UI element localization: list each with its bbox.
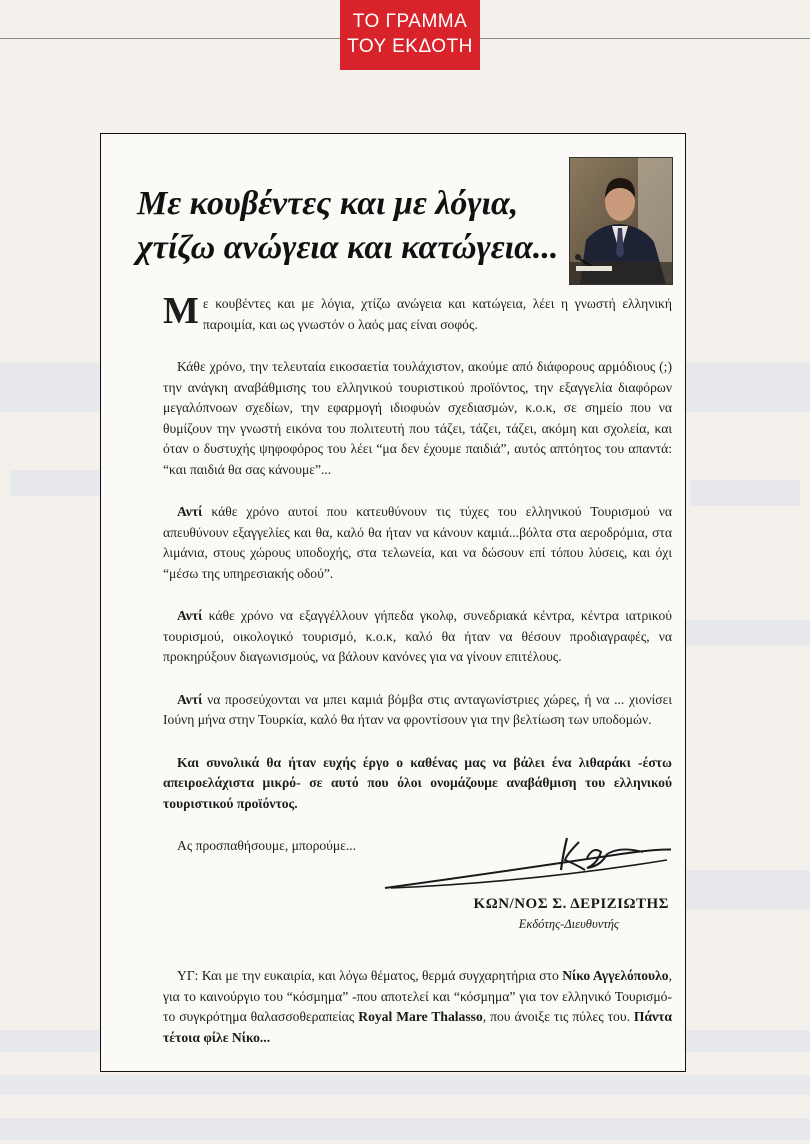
- postscript: [163, 966, 672, 1048]
- paragraph-7: Ας προσπαθήσουμε, μπορούμε...: [177, 838, 357, 853]
- paragraph-3-text: κάθε χρόνο αυτοί που κατευθύνουν τις τύχες του ελληνικού Τουρισμού να απευθύνουν εξαγγελίες και θα, καλό θα ήταν να κάνουν καμιά...βόλτα στα αεροδρόμια, στα λιμάνια, στους χώρους υποδοχής, στα τελωνεία, και να δώσουν επί τόπου λύσεις, και όχι “μέσω της υπηρεσιακής οδού”.: [163, 504, 672, 581]
- intro-text: ε κουβέντες και με λόγια, χτίζω ανώγεια και κατώγεια, λέει η γνωστή ελληνική παροιμία, και ως γνωστόν ο λαός μας είναι σοφός.: [202, 296, 672, 332]
- letter-body: [163, 290, 672, 879]
- paragraph-2: Κάθε χρόνο, την τελευταία εικοσαετία τουλάχιστον, ακούμε από διάφορους αρμόδιους (;) την ανάγκη αναβάθμισης του ελληνικού τουριστικού προϊόντος, την εξαγγελία διαφόρων μεγαλόπνοων σχεδίων, την εφαρμογή ιδιοφυών σχεδιασμών, κ.ο.κ, σε σημείο που να θυμίζουν την γνωστή εικόνα του πολιτευτή που τάζει, τάζει, τάζει, ακόμη και σχολεία, και όταν ο δυστυχής ψηφοφόρος του λέει “μα δεν έχουμε παιδιά”, αυτός απτόητος του απαντά: “και παιδιά θα σας κάνουμε”...: [163, 359, 672, 477]
- author-photo: [569, 157, 673, 285]
- postscript-closing: Πάντα τέτοια φίλε Νίκο...: [163, 1009, 673, 1045]
- editorial-frame: [100, 133, 686, 1072]
- paragraph-3: [163, 502, 672, 584]
- paragraph-6: Και συνολικά θα ήταν ευχής έργο ο καθένας μας να βάλει ένα λιθαράκι -έστω απειροελάχιστα μικρό- σε αυτό που όλοι ονομάζουμε αναβάθμιση του ελληνικού τουριστικού προϊόντος.: [163, 754, 672, 811]
- section-tab-line1: ΤΟ ΓΡΑΜΜΑ: [352, 11, 468, 32]
- author-photo-image: [570, 158, 672, 284]
- paragraph-4-text: κάθε χρόνο να εξαγγέλλουν γήπεδα γκολφ, συνεδριακά κέντρα, κέντρα ιατρικού τουρισμού, οικολογικό τουρισμό, κ.ο.κ, καλό θα ήταν να θέσουν προδιαγραφές, να προκηρύξουν διαγωνισμούς, να βάλουν κανόνες για να γίνουν επιτέλους.: [163, 608, 672, 664]
- intro-paragraph: [163, 290, 672, 335]
- paragraph-5-text: να προσεύχονται να μπει καμιά βόμβα στις ανταγωνίστριες χώρες, ή να ... χιονίσει Ιούνη μήνα στην Τουρκία, καλό θα ήταν να φροντίσουν για την βελτίωση των υποδομών.: [163, 691, 672, 727]
- postscript-lead: ΥΓ: Και με την ευκαιρία, και λόγω θέματος, θερμά συγχαρητήρια στο: [177, 968, 563, 983]
- drop-cap: Μ: [163, 290, 199, 332]
- postscript-hotel: Royal Mare Thalasso: [358, 1009, 483, 1024]
- paragraph-5: [163, 690, 672, 731]
- postscript-person: Νίκο Αγγελόπουλο: [562, 968, 669, 983]
- paragraph-3-keyword: Αντί: [177, 504, 203, 519]
- section-tab-line2: ΤΟΥ ΕΚΔΟΤΗ: [347, 36, 473, 57]
- headline: [137, 182, 559, 270]
- paragraph-4: [163, 606, 672, 668]
- postscript-middle: , για το καινούργιο του “κόσμημα” -που αποτελεί και “κόσμημα” για τον ελληνικό Τουρισμό- το συγκρότημα θαλασσοθεραπείας: [163, 968, 672, 1024]
- headline-line2: χτίζω ανώγεια και κατώγεια...: [137, 229, 559, 266]
- paragraph-4-keyword: Αντί: [177, 608, 203, 623]
- signature-name: ΚΩΝ/ΝΟΣ Σ. ΔΕΡΙΖΙΩΤΗΣ: [473, 896, 669, 912]
- postscript-tail: , που άνοιξε τις πύλες του.: [482, 1009, 634, 1024]
- section-tab: [340, 0, 480, 70]
- handwritten-signature: [381, 824, 671, 904]
- paragraph-5-keyword: Αντί: [177, 691, 203, 707]
- signature-role: Εκδότης-Διευθυντής: [518, 917, 619, 931]
- headline-line1: Με κουβέντες και με λόγια,: [137, 185, 519, 222]
